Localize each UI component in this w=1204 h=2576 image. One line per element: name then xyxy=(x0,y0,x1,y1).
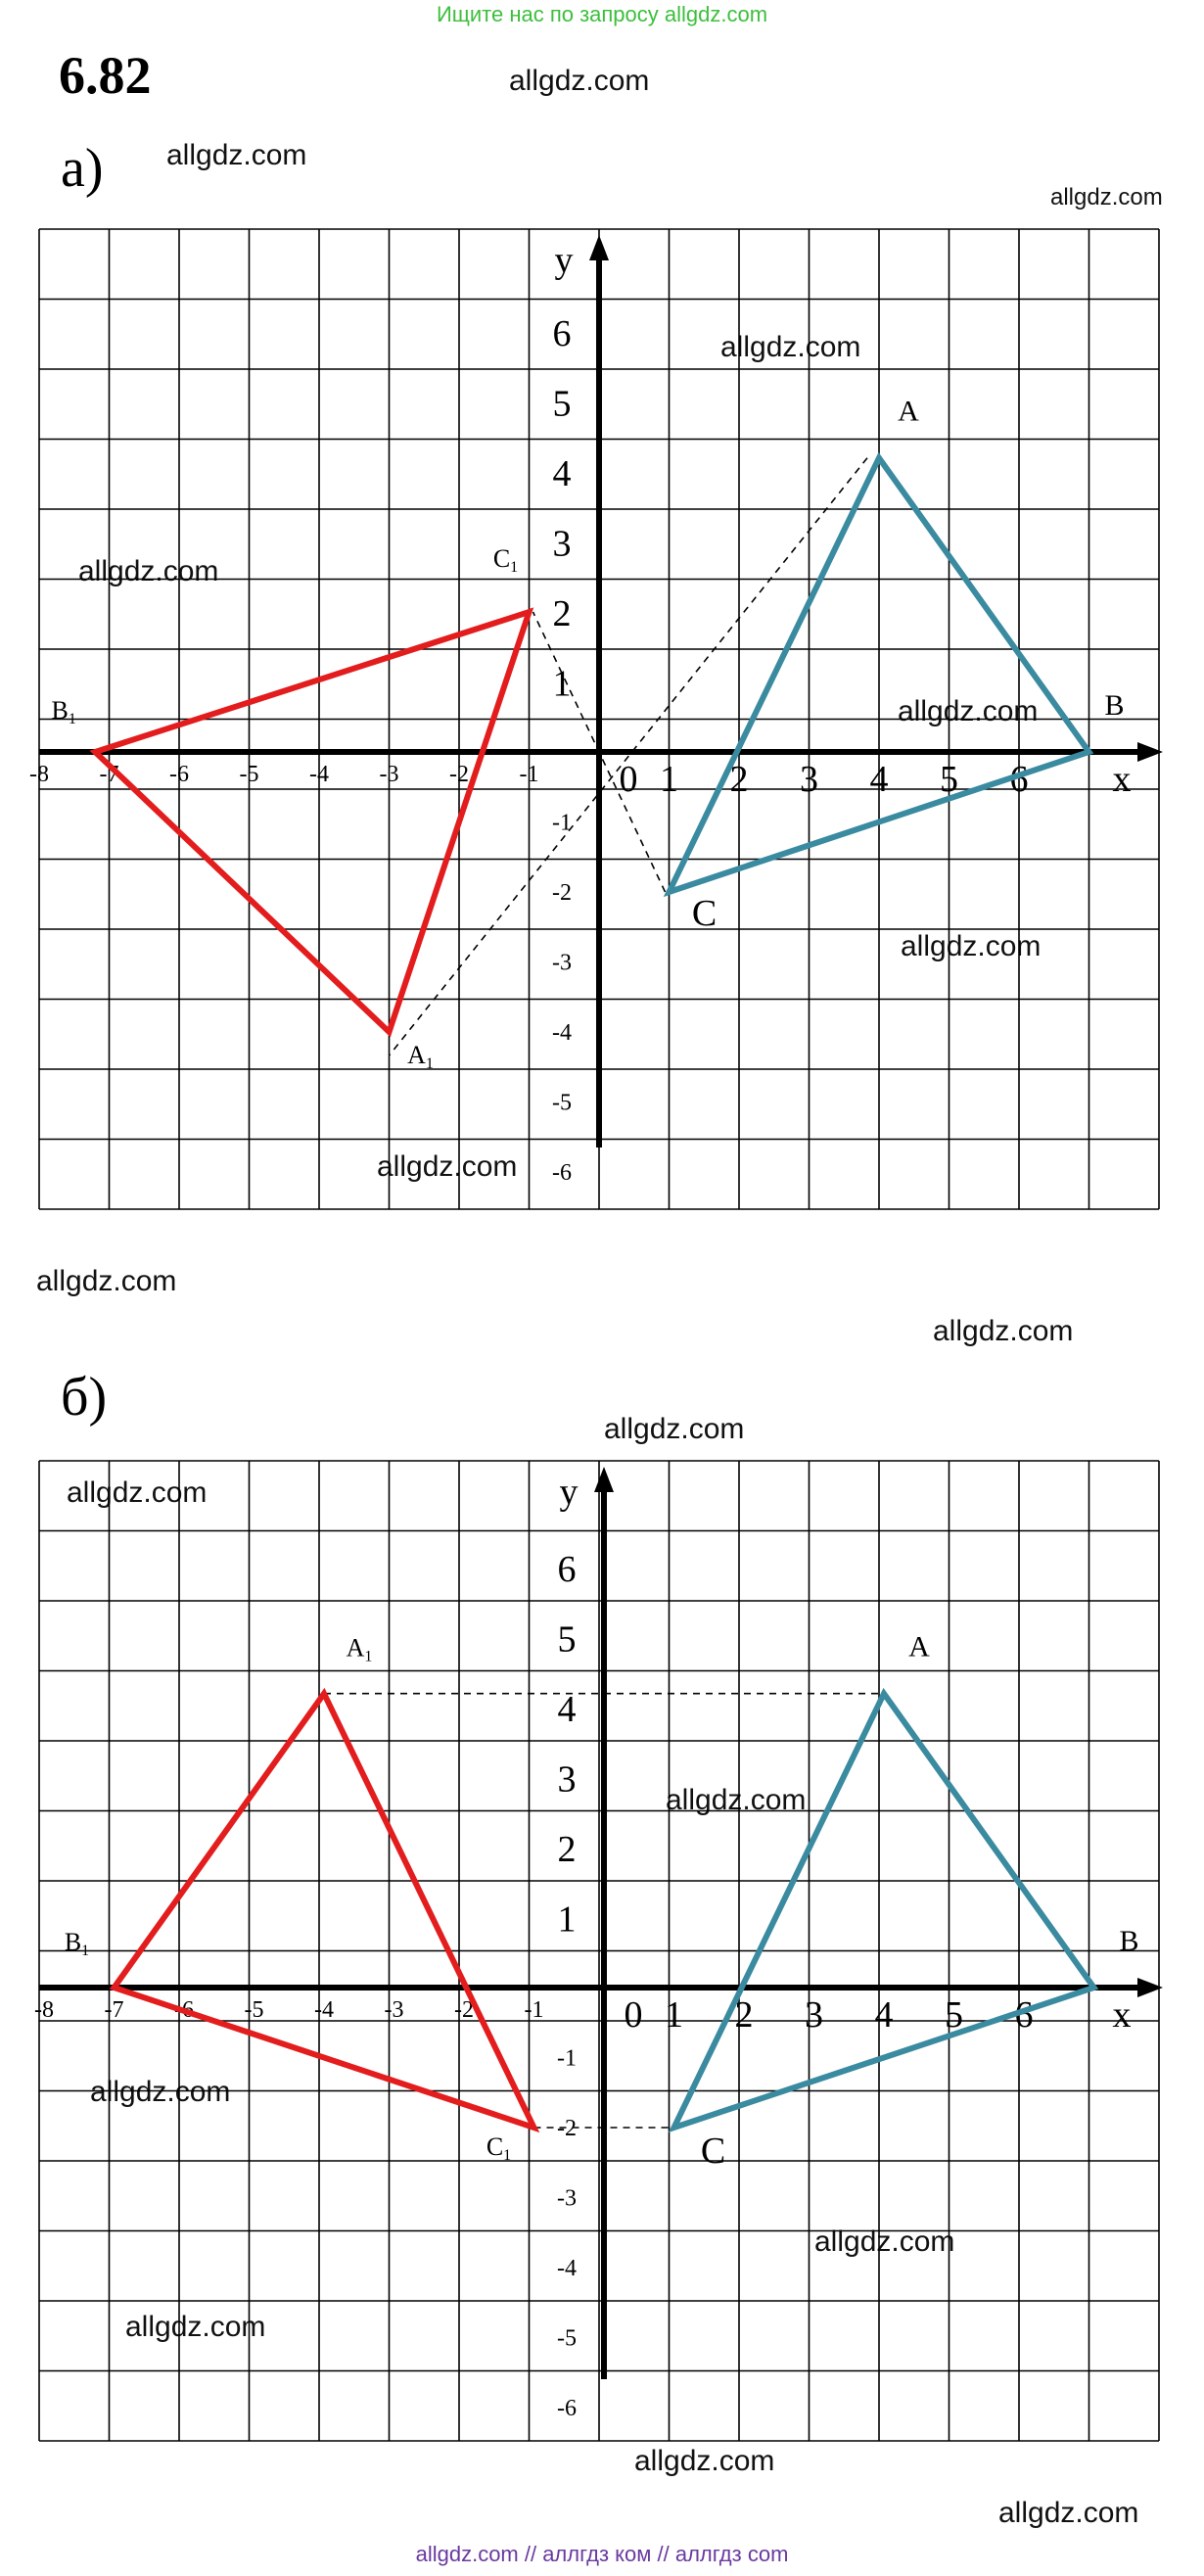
x-tick-label: 6 xyxy=(1014,1994,1034,2036)
x-tick-label: -1 xyxy=(524,1997,544,2023)
y-tick-label: 1 xyxy=(552,663,572,705)
y-tick-label: 4 xyxy=(552,453,572,494)
x-tick-label: 5 xyxy=(940,759,958,800)
y-axis-label: y xyxy=(559,1472,579,1513)
y-tick-label: 5 xyxy=(557,1618,577,1661)
x-axis-label: x xyxy=(1112,759,1132,800)
x-axis-label: x xyxy=(1112,1994,1132,2036)
watermark: allgdz.com xyxy=(720,331,861,363)
footer-links[interactable]: allgdz.com // аллгдз ком // аллгдз com xyxy=(415,2542,789,2566)
x-tick-label: 0 xyxy=(624,1994,643,2036)
x-tick-label: -7 xyxy=(99,762,119,787)
y-tick-label: -3 xyxy=(552,950,572,976)
x-tick-label: -4 xyxy=(314,1997,334,2023)
x-tick-label: 4 xyxy=(874,1994,894,2036)
watermark: allgdz.com xyxy=(666,1784,807,1816)
x-tick-label: 1 xyxy=(660,759,678,800)
watermark: allgdz.com xyxy=(604,1413,745,1445)
y-tick-label: 4 xyxy=(557,1689,577,1730)
vertex-label-B1: B1 xyxy=(64,1928,90,1959)
triangle-A1B1C1 xyxy=(115,1694,534,2128)
vertex-label-B: B xyxy=(1104,689,1125,722)
watermark: allgdz.com xyxy=(377,1150,518,1183)
watermark: allgdz.com xyxy=(634,2445,775,2477)
y-tick-label: -3 xyxy=(557,2185,577,2212)
problem-number: 6.82 xyxy=(59,46,152,105)
y-tick-label: -4 xyxy=(557,2256,577,2281)
y-tick-label: 3 xyxy=(557,1758,577,1801)
x-tick-label: -8 xyxy=(34,1997,54,2023)
y-tick-label: -5 xyxy=(557,2325,577,2352)
x-tick-label: -5 xyxy=(239,762,259,787)
x-tick-label: 0 xyxy=(619,759,638,800)
triangle-ABC xyxy=(674,1694,1094,2128)
watermark: allgdz.com xyxy=(933,1315,1074,1347)
y-tick-label: 2 xyxy=(552,593,572,634)
x-tick-label: -7 xyxy=(104,1997,124,2023)
x-tick-label: -6 xyxy=(169,762,189,787)
y-tick-label: 1 xyxy=(557,1898,577,1941)
x-tick-label: 1 xyxy=(665,1994,683,2036)
y-tick-label: -4 xyxy=(552,1020,572,1046)
y-tick-label: -2 xyxy=(557,2116,577,2141)
x-tick-label: 3 xyxy=(800,759,818,800)
y-tick-label: -6 xyxy=(552,1160,572,1186)
x-tick-label: -3 xyxy=(384,1997,404,2023)
x-tick-label: 6 xyxy=(1009,759,1029,800)
x-tick-label: 4 xyxy=(869,759,889,800)
x-tick-label: 3 xyxy=(805,1994,823,2036)
y-tick-label: -2 xyxy=(552,880,572,906)
vertex-label-B1: B1 xyxy=(51,696,76,727)
x-tick-label: -2 xyxy=(454,1997,474,2023)
watermark: allgdz.com xyxy=(166,139,307,171)
y-tick-label: 2 xyxy=(557,1829,577,1870)
x-tick-label: 5 xyxy=(945,1994,963,2036)
x-tick-label: -4 xyxy=(309,762,329,787)
x-tick-label: -8 xyxy=(29,762,49,787)
watermark: allgdz.com xyxy=(898,695,1039,727)
watermark: allgdz.com xyxy=(901,930,1042,962)
y-tick-label: -6 xyxy=(557,2396,577,2421)
vertex-label-A1: A1 xyxy=(346,1633,373,1665)
watermark: allgdz.com xyxy=(90,2076,231,2108)
x-tick-label: -5 xyxy=(244,1997,264,2023)
vertex-label-C: C xyxy=(700,2131,726,2172)
vertex-label-A1: A1 xyxy=(407,1041,434,1072)
watermark: allgdz.com xyxy=(67,1476,208,1509)
x-tick-label: -6 xyxy=(174,1997,194,2023)
vertex-label-C: C xyxy=(691,893,718,934)
watermark: allgdz.com xyxy=(36,1265,177,1297)
vertex-label-C1: C1 xyxy=(486,2132,512,2164)
y-tick-label: -1 xyxy=(552,810,572,836)
y-tick-label: 6 xyxy=(552,313,572,354)
vertex-label-A: A xyxy=(898,395,919,428)
search-banner[interactable]: Ищите нас по запросу allgdz.com xyxy=(436,2,768,26)
y-axis-arrow xyxy=(594,1467,614,1492)
y-tick-label: -1 xyxy=(557,2045,577,2072)
part-a-label: а) xyxy=(61,138,104,199)
watermark: allgdz.com xyxy=(509,65,650,97)
y-tick-label: 3 xyxy=(552,523,572,565)
y-axis-label: y xyxy=(554,240,574,281)
y-tick-label: 6 xyxy=(557,1549,577,1590)
x-tick-label: 2 xyxy=(729,759,749,800)
y-tick-label: 5 xyxy=(552,383,572,425)
y-tick-label: -5 xyxy=(552,1090,572,1116)
watermark: allgdz.com xyxy=(78,555,219,587)
watermark: allgdz.com xyxy=(998,2497,1139,2529)
watermark: allgdz.com xyxy=(814,2225,955,2258)
watermark: allgdz.com xyxy=(125,2311,266,2343)
vertex-label-A: A xyxy=(908,1630,930,1663)
x-tick-label: -3 xyxy=(379,762,399,787)
vertex-label-C1: C1 xyxy=(492,544,519,576)
x-tick-label: 2 xyxy=(734,1994,754,2036)
x-tick-label: -2 xyxy=(449,762,469,787)
part-b-label: б) xyxy=(61,1367,108,1428)
watermark: allgdz.com xyxy=(1050,184,1163,211)
vertex-label-B: B xyxy=(1119,1925,1139,1957)
x-tick-label: -1 xyxy=(519,762,539,787)
